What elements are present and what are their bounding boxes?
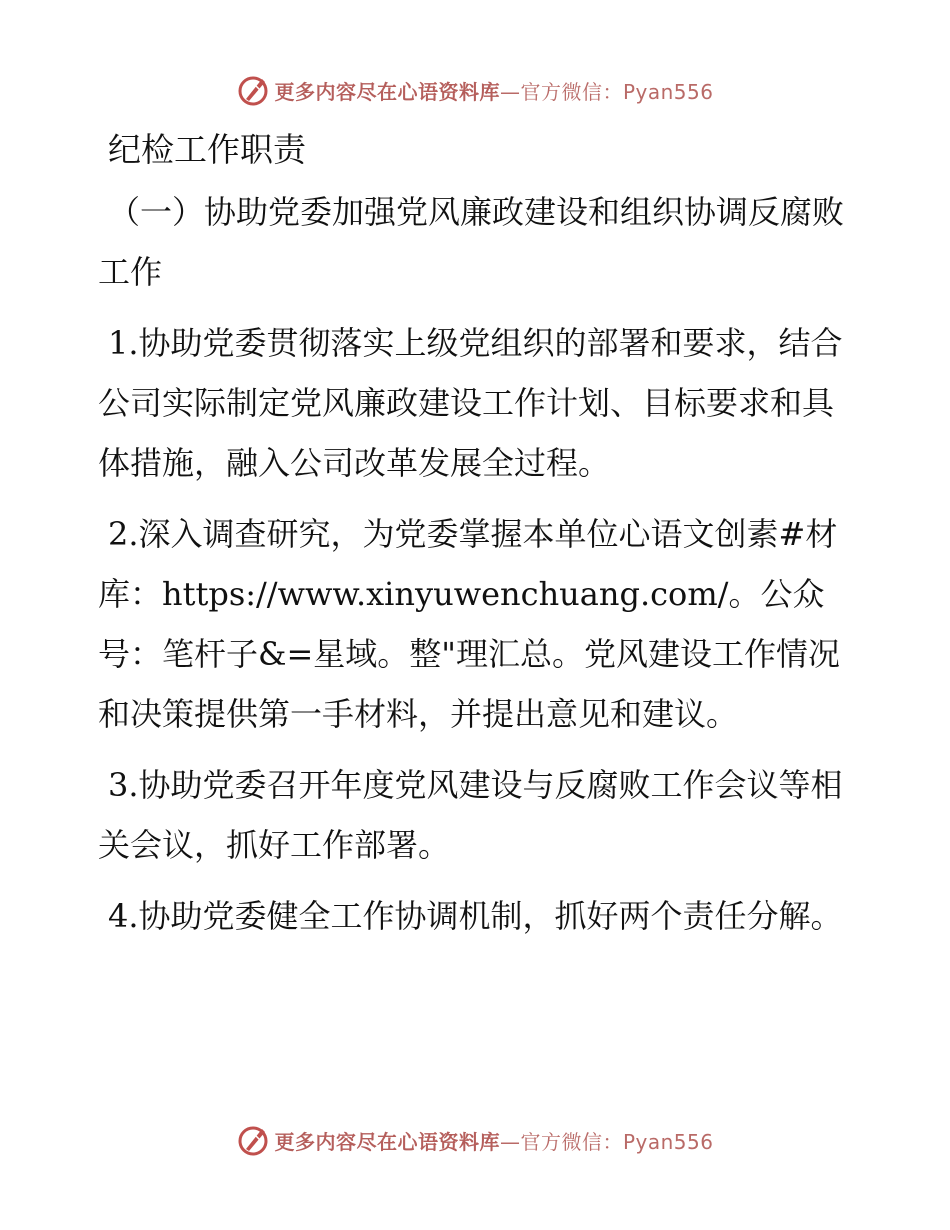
header-banner-text: 更多内容尽在心语资料库—官方微信：Pyan556 <box>274 79 714 104</box>
footer-banner-text: 更多内容尽在心语资料库—官方微信：Pyan556 <box>274 1129 714 1154</box>
header-banner <box>0 70 950 110</box>
quill-logo-icon <box>236 73 270 107</box>
footer-banner <box>0 1120 950 1160</box>
paragraph-item-4: 4.协助党委健全工作协调机制，抓好两个责任分解。 <box>108 897 843 935</box>
paragraph-item-1: 1.协助党委贯彻落实上级党组织的部署和要求，结合公司实际制定党风廉政建设工作计划、目标要求和具体措施，融入公司改革发展全过程。 <box>98 324 843 482</box>
paragraph-item-3: 3.协助党委召开年度党风建设与反腐败工作会议等相关会议，抓好工作部署。 <box>98 766 843 864</box>
document-body <box>98 118 858 957</box>
section-heading: （一）协助党委加强党风廉政建设和组织协调反腐败工作 <box>98 193 845 291</box>
paragraph-item-2: 2.深入调查研究，为党委掌握本单位心语文创素#材库：https://www.xinyuwenchuang.com/。公众号：笔杆子&=星域。整"理汇总。党风建设工作情况和决策提供第一手材料，并提出意见和建议。 <box>98 515 841 733</box>
document-title: 纪检工作职责 <box>108 130 306 169</box>
quill-logo-icon <box>236 1123 270 1157</box>
